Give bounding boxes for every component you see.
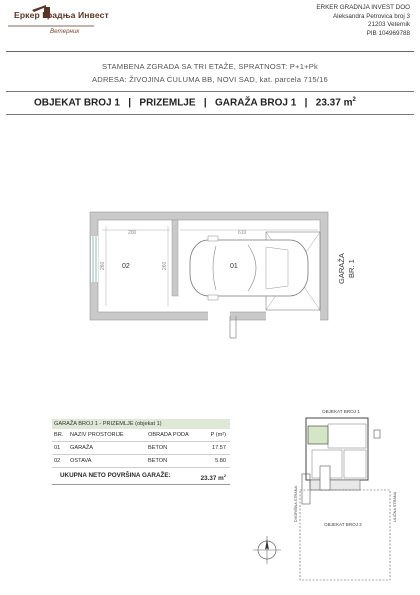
site-side-right: ULIČNA STRANA <box>393 491 397 522</box>
left-window <box>91 236 98 282</box>
building-1-room <box>328 424 366 448</box>
site-label-bottom: OBJEKAT BROJ 2 <box>324 522 362 527</box>
cell-floor: BETON <box>148 458 168 464</box>
col-floor: OBRADA PODA <box>148 432 189 438</box>
storage-door-opening <box>208 311 230 321</box>
total-label: UKUPNA NETO POVRŠINA GARAŽE: <box>60 472 171 479</box>
dim-top-right: 610 <box>238 230 247 236</box>
plot-boundary <box>300 490 390 580</box>
col-name: NAZIV PROSTORIJE <box>70 432 124 438</box>
compass-icon <box>252 535 282 565</box>
summary-divider <box>6 114 414 115</box>
total-value-text: 23.37 m <box>200 475 224 483</box>
car-icon <box>190 236 308 300</box>
company-info <box>316 4 410 38</box>
cell-br: 02 <box>54 458 61 464</box>
company-pib: PIB 104969788 <box>366 29 410 37</box>
object-summary <box>34 97 356 108</box>
cell-area: 5.80 <box>215 458 226 464</box>
site-strip <box>310 480 360 490</box>
dim-top-left: 200 <box>128 230 137 236</box>
header-divider <box>6 51 414 52</box>
garage-side-number: BR. 1 <box>347 259 356 278</box>
site-side-left: DVORIŠNA STRANA <box>294 485 298 522</box>
company-name: ERKER GRADNJA INVEST DOO <box>316 4 410 11</box>
room-label-02: 02 <box>122 263 130 270</box>
col-area: P (m²) <box>210 432 226 438</box>
site-access <box>320 466 330 490</box>
garage-side-label: GARAŽA <box>337 253 346 284</box>
building-1-room <box>344 450 366 478</box>
cell-br: 01 <box>54 445 61 451</box>
total-value <box>201 468 226 487</box>
company-city: 21203 Veternik <box>367 21 410 29</box>
col-br: BR. <box>54 432 64 438</box>
table-row <box>52 442 230 455</box>
table-header-row <box>52 429 230 442</box>
site-key-plan <box>292 404 414 584</box>
garage-door-opening <box>266 311 320 321</box>
logo-text: Еркер Градња Инвест <box>14 10 109 20</box>
garage-highlight <box>308 426 328 444</box>
garage-floor-plan <box>88 210 368 350</box>
cell-name: GARAŽA <box>70 445 94 451</box>
project-address: ADRESA: ŽIVOJINA ĆULUMA BB, NOVI SAD, kat. parcela 715/16 <box>92 75 328 84</box>
partition-wall <box>172 220 178 296</box>
room-label-01: 01 <box>230 263 238 270</box>
dim-mid-vertical: 260 <box>162 261 168 270</box>
total-value-sup: 2 <box>223 473 226 478</box>
cell-floor: BETON <box>148 445 168 451</box>
area-table <box>52 419 230 485</box>
logo-subtitle: Ветерник <box>50 28 80 35</box>
table-total-row <box>52 468 230 485</box>
object-summary-text: OBJEKAT BROJ 1 | PRIZEMLJE | GARAŽA BROJ 1 | 23.37 m <box>34 97 353 109</box>
project-title: STAMBENA ZGRADA SA TRI ETAŽE, SPRATNOST: P+1+Pk <box>101 62 319 71</box>
cell-name: OSTAVA <box>70 458 92 464</box>
company-address: Aleksandra Petrovica broj 3 <box>332 12 410 20</box>
site-label-top: OBJEKAT BROJ 1 <box>322 409 360 414</box>
table-title: GARAŽA BROJ 1 - PRIZEMLJE (objekat 1) <box>52 419 230 429</box>
cell-area: 17.57 <box>212 445 226 451</box>
table-row <box>52 455 230 468</box>
object-summary-unit-sup: 2 <box>352 97 356 103</box>
side-marker <box>374 430 380 438</box>
dim-left-vertical: 260 <box>100 261 106 270</box>
title-divider <box>6 91 414 92</box>
